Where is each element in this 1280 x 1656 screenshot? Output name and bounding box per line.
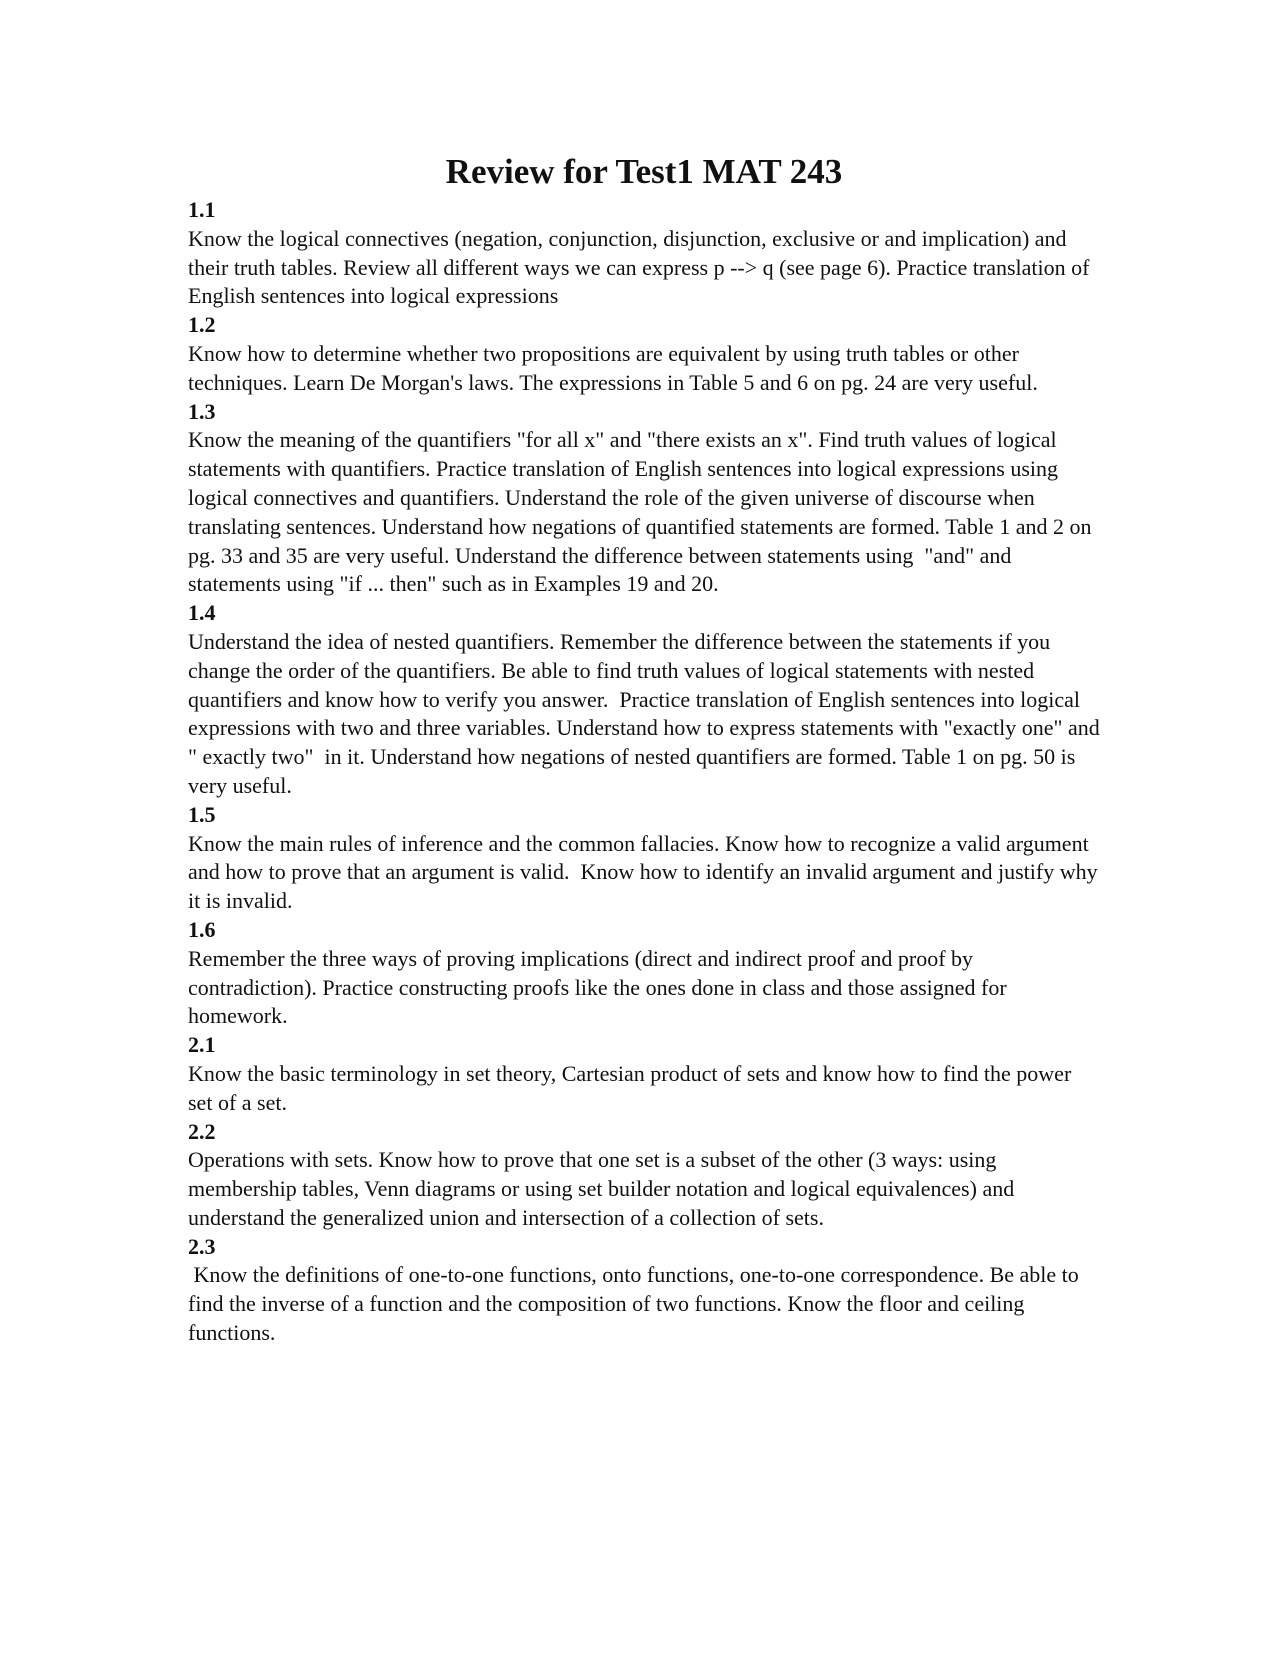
- section-1-1: [188, 196, 1100, 311]
- section-number: 1.1: [188, 197, 216, 222]
- section-2-3: [188, 1233, 1100, 1348]
- section-1-4: [188, 599, 1106, 801]
- section-text: Remember the three ways of proving implications (direct and indirect proof and proof by contradiction). Practice constructing proofs like the ones done in class and those assigned for homework.: [188, 945, 1013, 1029]
- section-text: Know the basic terminology in set theory, Cartesian product of sets and know how to find the power set of a set.: [188, 1060, 1077, 1115]
- section-number: 1.2: [188, 312, 216, 338]
- document-title: Review for Test1 MAT 243: [445, 152, 843, 191]
- section-1-3: [188, 398, 1100, 600]
- section-text: Know the meaning of the quantifiers "for all x" and "there exists an x". Find truth values of logical statements with quantifiers. Practice translation of English sentences into logical expressions using logical connectives and quantifiers. Understand the role of the given universe of discourse when translating sentences. Understand how negations of quantified statements are formed. Table 1 and 2 on pg. 33 and 35 are very useful. Understand the difference between statements using "and" and statements using "if ... then" such as in Examples 19 and 20.: [188, 427, 1097, 597]
- section-2-1: [188, 1031, 1100, 1117]
- section-1-2: [188, 311, 1100, 397]
- section-2-2: [188, 1118, 1100, 1233]
- section-text: Understand the idea of nested quantifiers. Remember the difference between the statements if you change the order of the quantifiers. Be able to find truth values of logical statements with nested quantifiers and know how to verify you answer. Practice translation of English sentences into logical expressions with two and three variables. Understand how to express statements with "exactly one" and " exactly two" in it. Understand how negations of nested quantifiers are formed. Table 1 on pg. 50 is very useful.: [188, 628, 1106, 798]
- section-number: 1.3: [188, 398, 216, 424]
- section-number: 1.4: [188, 600, 216, 626]
- section-text: Operations with sets. Know how to prove that one set is a subset of the other (3 ways: using membership tables, Venn diagrams or using set builder notation and logical equivalences) and understand the generalized union and intersection of a collection of sets.: [188, 1147, 1020, 1230]
- document-page: [188, 150, 1106, 1348]
- section-text: Know the logical connectives (negation, conjunction, disjunction, exclusive or and implication) and their truth tables. Review all different ways we can express p --> q (see page 6). Practice translation of English sentences into logical expressions: [188, 225, 1095, 309]
- section-text: Know how to determine whether two propositions are equivalent by using truth tables or other techniques. Learn De Morgan's laws. The expressions in Table 5 and 6 on pg. 24 are very useful.: [188, 340, 1038, 395]
- section-number: 2.2: [188, 1118, 216, 1144]
- section-number: 2.1: [188, 1032, 216, 1058]
- section-number: 1.5: [188, 801, 216, 827]
- section-number: 1.6: [188, 916, 216, 942]
- section-text: Know the definitions of one-to-one functions, onto functions, one-to-one correspondence. Be able to find the inverse of a function and the composition of two functions. Know the floor and ceiling functions.: [188, 1262, 1085, 1346]
- section-1-6: [188, 916, 1100, 1031]
- section-number: 2.3: [188, 1233, 216, 1259]
- section-text: Know the main rules of inference and the common fallacies. Know how to recognize a valid argument and how to prove that an argument is valid. Know how to identify an invalid argument and justify why it is invalid.: [188, 830, 1104, 914]
- section-1-5: [188, 801, 1104, 916]
